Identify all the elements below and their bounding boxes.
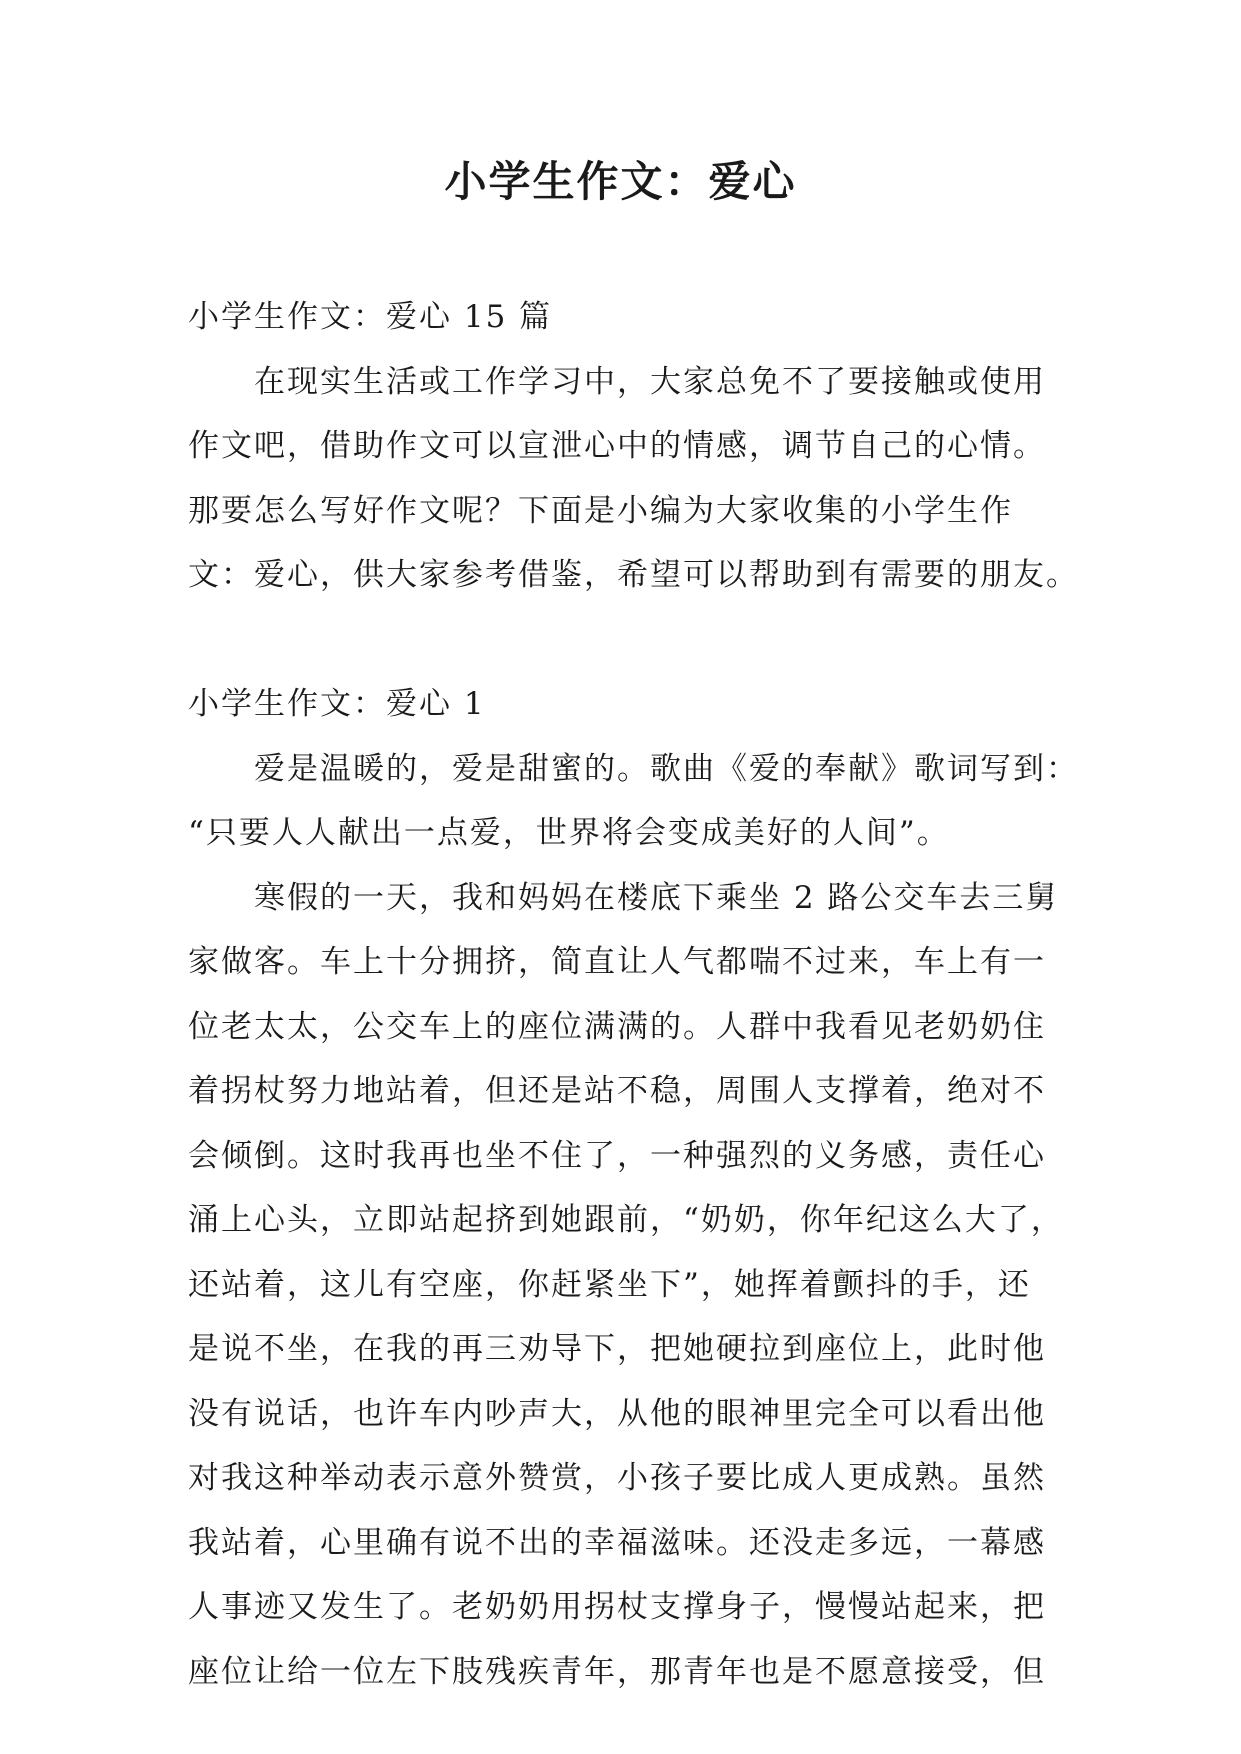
section1-line: 我站着，心里确有说不出的幸福滋味。还没走多远，一幕感 bbox=[188, 1524, 1046, 1561]
paragraph-gap bbox=[188, 608, 1058, 673]
intro-line: 在现实生活或工作学习中，大家总免不了要接触或使用 bbox=[188, 363, 1046, 400]
section1-line: 人事迹又发生了。老奶奶用拐杖支撑身子，慢慢站起来，把 bbox=[188, 1589, 1046, 1625]
section1-line: 会倾倒。这时我再也坐不住了，一种强烈的义务感，责任心 bbox=[188, 1137, 1046, 1174]
document-subtitle: 小学生作文：爱心 15 篇 bbox=[188, 299, 553, 335]
section1-line: 没有说话，也许车内吵声大，从他的眼神里完全可以看出他 bbox=[188, 1395, 1046, 1432]
section-heading: 小学生作文：爱心 1 bbox=[188, 686, 486, 722]
section1-line: 是说不坐，在我的再三劝导下，把她硬拉到座位上，此时他 bbox=[188, 1331, 1046, 1367]
section1-line: 涌上心头，立即站起挤到她跟前，“奶奶，你年纪这么大了， bbox=[188, 1202, 1064, 1238]
section1-line: 爱是温暖的，爱是甜蜜的。歌曲《爱的奉献》歌词写到： bbox=[188, 750, 1079, 787]
intro-line: 那要怎么写好作文呢？下面是小编为大家收集的小学生作 bbox=[188, 492, 1013, 529]
intro-line: 文：爱心，供大家参考借鉴，希望可以帮助到有需要的朋友。 bbox=[188, 557, 1079, 593]
intro-line: 作文吧，借助作文可以宣泄心中的情感，调节自己的心情。 bbox=[188, 428, 1046, 464]
section1-line: 还站着，这儿有空座，你赶紧坐下”，她挥着颤抖的手，还 bbox=[188, 1266, 1031, 1303]
document-title: 小学生作文：爱心 bbox=[444, 157, 797, 206]
section1-line: 位老太太，公交车上的座位满满的。人群中我看见老奶奶住 bbox=[188, 1008, 1046, 1045]
document-body bbox=[188, 285, 1079, 1704]
section1-line: 座位让给一位左下肢残疾青年，那青年也是不愿意接受，但 bbox=[188, 1653, 1046, 1690]
section1-line: 对我这种举动表示意外赞赏，小孩子要比成人更成熟。虽然 bbox=[188, 1460, 1046, 1496]
section1-line: 家做客。车上十分拥挤，简直让人气都喘不过来，车上有一 bbox=[188, 944, 1046, 980]
section1-line: 寒假的一天，我和妈妈在楼底下乘坐 2 路公交车去三舅 bbox=[188, 879, 1059, 916]
section1-line: 着拐杖努力地站着，但还是站不稳，周围人支撑着，绝对不 bbox=[188, 1073, 1046, 1109]
section1-line: “只要人人献出一点爱，世界将会变成美好的人间”。 bbox=[188, 815, 950, 851]
